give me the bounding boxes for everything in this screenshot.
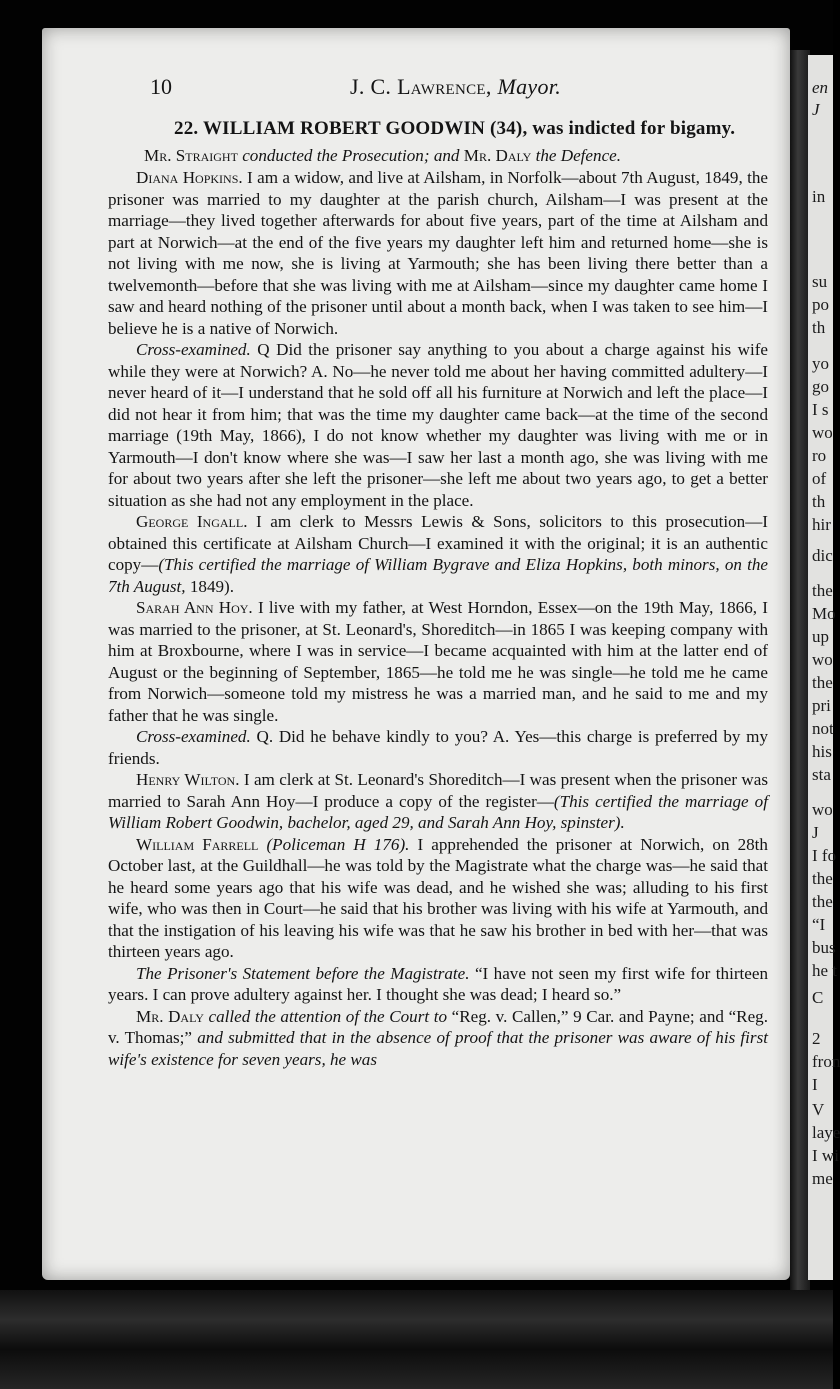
- testimony-text: I am clerk to Messrs Lewis & Sons, solicitors to this prosecution—I obtained this certificate at Ailsham Church—I examined it with the original; it is an authentic copy—: [108, 512, 768, 574]
- adjacent-page-fragment: the: [812, 673, 833, 692]
- cross-examined-label: Cross-examined.: [136, 727, 251, 746]
- witness-name: Diana Hopkins.: [136, 168, 243, 187]
- running-title: [350, 74, 561, 100]
- defence-name: Mr. Daly: [463, 145, 532, 165]
- testimony-text: I am clerk at St. Leonard's Shoreditch—I was present when the prisoner was married to Sarah Ann Hoy—I produce a copy of the register—: [108, 770, 768, 811]
- witness-name: George Ingall.: [136, 512, 248, 531]
- testimony-text: Q. Did he behave kindly to you? A. Yes—this charge is preferred by my friends.: [108, 727, 768, 768]
- certificate-note: (This certified the marriage of William Bygrave and Eliza Hopkins, both minors, on the 7th August,: [108, 555, 768, 596]
- testimony-paragraph: [108, 339, 768, 511]
- adjacent-page-fragment: en: [812, 78, 829, 97]
- adjacent-page-fragment: I s: [812, 400, 829, 419]
- testimony-paragraph: [108, 597, 768, 726]
- adjacent-page-fragment: up: [812, 627, 829, 646]
- adjacent-page-fragment: “I: [812, 915, 826, 934]
- testimony-paragraph: [108, 167, 768, 339]
- adjacent-page-fragment: me: [812, 1169, 833, 1188]
- prisoner-statement: [108, 963, 768, 1006]
- adjacent-page-fragment: laye: [812, 1123, 840, 1142]
- adjacent-page-fragment: th: [812, 318, 826, 337]
- witness-name: Henry Wilton.: [136, 770, 240, 789]
- submission-intro: called the attention of the Court to: [208, 1006, 448, 1026]
- adjacent-page-fragment: his: [812, 742, 832, 761]
- adjacent-page-fragment: in: [812, 187, 826, 206]
- adjacent-page-fragment: J: [812, 100, 820, 119]
- adjacent-page-fragment: fron: [812, 1052, 840, 1071]
- adjacent-page-fragment: C: [812, 988, 824, 1007]
- running-header: [150, 74, 770, 104]
- adjacent-page-fragment: go: [812, 377, 829, 396]
- certificate-year: 1849).: [189, 576, 235, 596]
- adjacent-page-fragment: yo: [812, 354, 829, 373]
- book-gutter: [790, 50, 810, 1340]
- adjacent-page-fragment: I: [812, 1075, 818, 1094]
- adjacent-page-fragment: hir: [812, 515, 831, 534]
- adjacent-page-fragment: pri: [812, 696, 831, 715]
- adjacent-page-fragment: wo: [812, 423, 833, 442]
- adjacent-page-fragment: the: [812, 869, 833, 888]
- prosecutor-role: conducted the Prosecution; and: [242, 145, 460, 165]
- mayor-office: Mayor.: [497, 74, 561, 99]
- testimony-paragraph: [108, 834, 768, 963]
- adjacent-page-fragment: th: [812, 492, 826, 511]
- testimony-text: I am a widow, and live at Ailsham, in Norfolk—about 7th August, 1849, the prisoner was married to my daughter at the parish church, Ailsham—I was present at the marriage—they lived together afterwards for about five years, part of the time at Ailsham and part at Norwich—at the end of the five years my daughter left him and returned home—she is not living with me now, she is living at Yarmouth; she has been living there better than a twelvemonth—before that she was living with me at Ailsham—since my daughter came home I saw and heard nothing of the prisoner until about a month back, when I was taken to see him—I believe he is a native of Norwich.: [108, 168, 768, 338]
- testimony-paragraph: [108, 726, 768, 769]
- adjacent-page-fragment: not: [812, 719, 834, 738]
- adjacent-page-fragment: the: [812, 581, 833, 600]
- adjacent-page-fragment: of: [812, 469, 827, 488]
- submission-text: and submitted that in the absence of proof that the prisoner was aware of his first wife's existence for seven years, he was: [108, 1028, 768, 1069]
- page-number: 10: [150, 74, 172, 99]
- witness-name: William Farrell: [136, 834, 259, 854]
- testimony-paragraph: [108, 511, 768, 597]
- register-note: (This certified the marriage of William Robert Goodwin, bachelor, aged 29, and Sarah Ann Hoy, spinster).: [108, 791, 768, 832]
- closing-submission: [108, 1006, 768, 1071]
- adjacent-page-fragment: Mo: [812, 604, 836, 623]
- witness-rank: (Policeman H 176).: [266, 834, 410, 854]
- adjacent-page-fragment: J: [812, 823, 819, 842]
- case-title: 22. WILLIAM ROBERT GOODWIN (34), was indicted for bigamy.: [174, 118, 736, 139]
- testimony-text: I live with my father, at West Horndon, Essex—on the 19th May, 1866, I was married to the prisoner, at St. Leonard's, Shoreditch—in 1865 I was keeping company with him at Broxbourne, where I was in service—I became acquainted with him at the latter end of August or the beginning of September, 1865—he told me he was single—he told me he came from Norwich—someone told my mistress he was a married man, and he said to me and my father that he was single.: [108, 598, 768, 725]
- mayor-surname: Lawrence,: [397, 74, 492, 99]
- testimony-paragraph: [108, 769, 768, 834]
- witness-name: Sarah Ann Hoy.: [136, 598, 253, 617]
- prosecutor-name: Mr. Straight: [144, 145, 238, 165]
- defence-counsel-name: Mr. Daly: [136, 1006, 204, 1026]
- adjacent-page-fragment: ro: [812, 446, 827, 465]
- cited-cases: “Reg. v. Callen,” 9 Car. and Payne; and “Reg. v. Thomas;”: [108, 1006, 768, 1047]
- adjacent-page-fragment: he t: [812, 961, 838, 980]
- adjacent-page-fragment: po: [812, 295, 829, 314]
- statement-label: The Prisoner's Statement before the Magistrate.: [136, 963, 470, 983]
- testimony-text: I apprehended the prisoner at Norwich, on 28th October last, at the Guildhall—he was told by the Magistrate what the charge was—he said that he heard some years ago that his wife was dead, and he wished she was; alluding to his first wife, who was then in Court—he said that his brother was living with his wife at Yarmouth, and that the instigation of his leaving his wife was that he saw his brother in bed with her—that was thirteen years ago.: [108, 834, 768, 961]
- adjacent-page-fragment: bus: [812, 938, 836, 957]
- cross-examined-label: Cross-examined.: [136, 340, 251, 359]
- adjacent-page-fragment: the: [812, 892, 833, 911]
- adjacent-page-edge: [808, 55, 840, 1280]
- adjacent-page-fragment: wo: [812, 800, 833, 819]
- bottom-shadow: [0, 1290, 833, 1389]
- counsel-line: [108, 145, 768, 167]
- defence-role: the Defence.: [535, 145, 622, 165]
- statement-text: “I have not seen my first wife for thirteen years. I can prove adultery against her. I thought she was dead; I heard so.”: [108, 963, 768, 1004]
- adjacent-page-fragment: 2: [812, 1029, 821, 1048]
- mayor-initials: J. C.: [350, 74, 392, 99]
- adjacent-page-fragment: I wi: [812, 1146, 839, 1165]
- adjacent-page-fragment: wo: [812, 650, 833, 669]
- adjacent-page-fragment: V: [812, 1100, 825, 1119]
- adjacent-page-fragment: su: [812, 272, 828, 291]
- adjacent-page-fragment: dic: [812, 546, 833, 565]
- testimony-text: Q Did the prisoner say anything to you about a charge against his wife while they were at Norwich? A. No—he never told me about her having committed adultery—I never heard of it—I understand that he sold off all his furniture at Norwich and left the place—I did not hear it from him; that was the time my daughter came back—at the time of the second marriage (19th May, 1866), I do not know whether my daughter was living with me or in Yarmouth—I don't know where she was—I saw her last a month ago, she was living with me for about two years after she left the prisoner—she left me about two years ago, to get a better situation as she had not any employment in the place.: [108, 340, 768, 510]
- case-report: [108, 118, 768, 1070]
- adjacent-page-fragment: sta: [812, 765, 831, 784]
- adjacent-page-fragment: I fo: [812, 846, 837, 865]
